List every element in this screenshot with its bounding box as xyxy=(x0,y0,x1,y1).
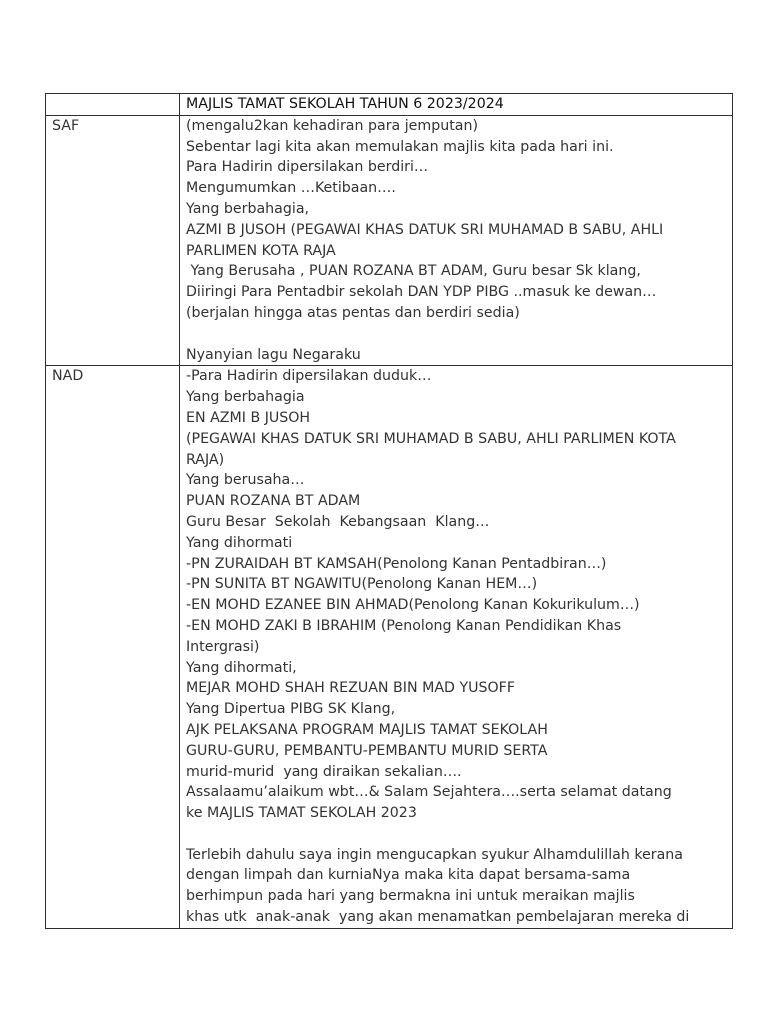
script-line: AZMI B JUSOH (PEGAWAI KHAS DATUK SRI MUHAMAD B SABU, AHLI xyxy=(186,221,664,238)
script-line: Yang dihormati, xyxy=(186,659,297,676)
speaker-label: SAF xyxy=(52,117,80,134)
script-cell xyxy=(180,366,733,929)
speaker-cell xyxy=(46,115,180,366)
script-line: murid-murid yang diraikan sekalian…. xyxy=(186,763,462,780)
script-line: Diiringi Para Pentadbir sekolah DAN YDP PIBG ..masuk ke dewan… xyxy=(186,284,657,301)
script-line: Para Hadirin dipersilakan berdiri… xyxy=(186,159,429,176)
script-line: Sebentar lagi kita akan memulakan majlis kita pada hari ini. xyxy=(186,138,614,155)
script-line: (berjalan hingga atas pentas dan berdiri sedia) xyxy=(186,304,520,321)
script-line: GURU-GURU, PEMBANTU-PEMBANTU MURID SERTA xyxy=(186,742,548,759)
script-line: Mengumumkan …Ketibaan…. xyxy=(186,180,396,197)
script-line: Intergrasi) xyxy=(186,638,260,655)
script-line: -EN MOHD EZANEE BIN AHMAD(Penolong Kanan Kokurikulum…) xyxy=(186,597,640,614)
script-line: Yang dihormati xyxy=(186,534,293,551)
script-line: Terlebih dahulu saya ingin mengucapkan syukur Alhamdulillah kerana xyxy=(186,846,683,863)
script-line: Assalaamu’alaikum wbt…& Salam Sejahtera….serta selamat datang xyxy=(186,784,672,801)
script-line: Guru Besar Sekolah Kebangsaan Klang… xyxy=(186,513,490,530)
script-line: Yang berusaha… xyxy=(186,472,305,489)
script-line: -EN MOHD ZAKI B IBRAHIM (Penolong Kanan Pendidikan Khas xyxy=(186,617,622,634)
script-line: MEJAR MOHD SHAH REZUAN BIN MAD YUSOFF xyxy=(186,680,516,697)
script-lines xyxy=(186,116,726,366)
script-line: Yang Berusaha , PUAN ROZANA BT ADAM, Guru besar Sk klang, xyxy=(186,263,641,280)
blank-line xyxy=(186,824,726,845)
script-line: (mengalu2kan kehadiran para jemputan) xyxy=(186,117,479,134)
speaker-cell xyxy=(46,366,180,929)
script-line: PARLIMEN KOTA RAJA xyxy=(186,242,336,259)
table-row xyxy=(46,115,733,366)
script-lines xyxy=(186,366,726,928)
script-line: khas utk anak-anak yang akan menamatkan pembelajaran mereka di xyxy=(186,909,690,926)
script-line: dengan limpah dan kurniaNya maka kita dapat bersama-sama xyxy=(186,867,631,884)
header-speaker-cell xyxy=(46,94,180,116)
blank-line xyxy=(186,324,726,345)
speaker-label: NAD xyxy=(52,368,84,385)
script-line: ke MAJLIS TAMAT SEKOLAH 2023 xyxy=(186,805,417,822)
script-line: Yang berbahagia, xyxy=(186,200,310,217)
script-cell xyxy=(180,115,733,366)
script-line: -Para Hadirin dipersilakan duduk… xyxy=(186,368,432,385)
script-line: (PEGAWAI KHAS DATUK SRI MUHAMAD B SABU, AHLI PARLIMEN KOTA xyxy=(186,430,676,447)
script-line: Yang Dipertua PIBG SK Klang, xyxy=(186,701,396,718)
program-title: MAJLIS TAMAT SEKOLAH TAHUN 6 2023/2024 xyxy=(180,94,733,116)
table-row xyxy=(46,366,733,929)
program-script-table xyxy=(45,93,733,929)
script-line: berhimpun pada hari yang bermakna ini untuk meraikan majlis xyxy=(186,888,635,905)
script-line: PUAN ROZANA BT ADAM xyxy=(186,493,361,510)
script-line: AJK PELAKSANA PROGRAM MAJLIS TAMAT SEKOLAH xyxy=(186,721,548,738)
script-line: Nyanyian lagu Negaraku xyxy=(186,346,361,363)
script-line: -PN ZURAIDAH BT KAMSAH(Penolong Kanan Pentadbiran…) xyxy=(186,555,607,572)
script-line: -PN SUNITA BT NGAWITU(Penolong Kanan HEM…) xyxy=(186,576,538,593)
script-line: EN AZMI B JUSOH xyxy=(186,409,311,426)
script-line: RAJA) xyxy=(186,451,225,468)
script-line: Yang berbahagia xyxy=(186,389,305,406)
table-header-row xyxy=(46,94,733,116)
